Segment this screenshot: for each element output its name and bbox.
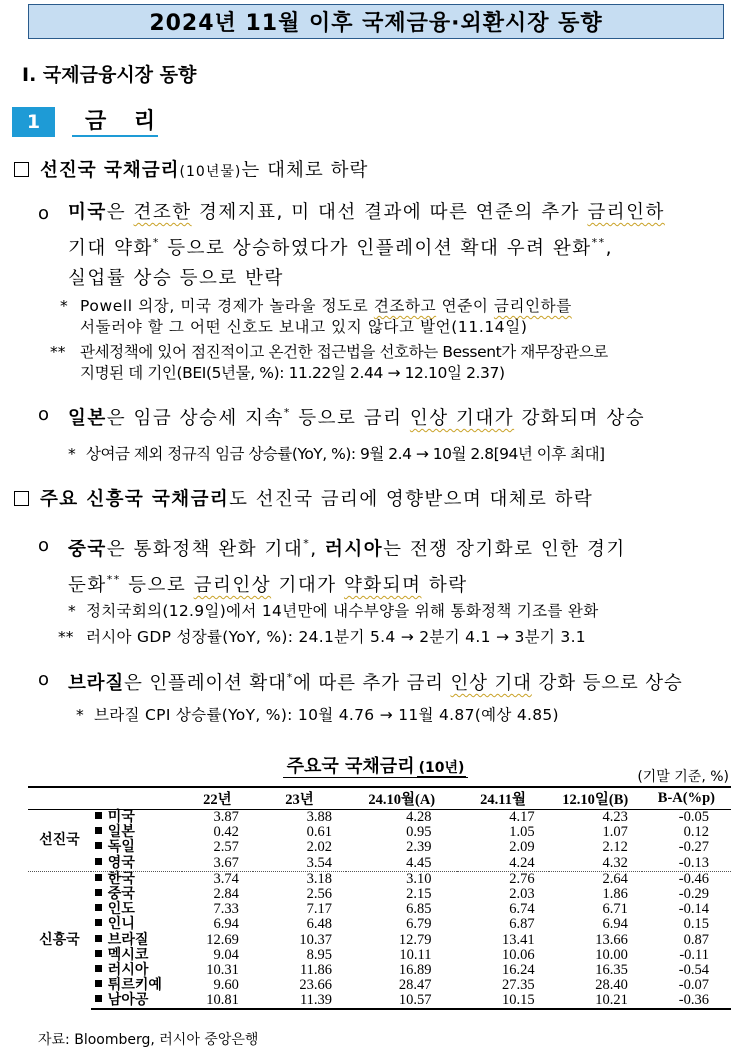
value-cell: 1.05	[509, 824, 535, 841]
text: 인상 기대	[450, 673, 532, 694]
value-cell: 10.21	[549, 993, 642, 1009]
table-title-text: 주요국 국채금리	[286, 756, 415, 777]
footnote-mark: **	[106, 573, 121, 586]
value-cell: 6.94	[213, 916, 239, 933]
footnote-mark: *	[152, 236, 160, 249]
value-cell: 11.39	[253, 993, 346, 1009]
value-cell: 10.37	[299, 931, 333, 948]
value-cell: 8.95	[306, 946, 333, 963]
text: Powell 의장, 미국 경제가 놀라울 정도로	[80, 297, 374, 315]
text: ,	[310, 539, 325, 560]
value-cell: 6.71	[602, 901, 628, 918]
checkbox-bullet-icon	[14, 491, 29, 506]
value-cell: -0.05	[678, 809, 709, 826]
footnote-us-bessent	[80, 342, 608, 384]
text: 둔화	[68, 575, 107, 596]
country-name: 러시아	[107, 961, 149, 978]
text: 지명된 데 기인(BEI(5년물, %): 11.22일 2.44 → 12.10일 2.37)	[80, 364, 505, 382]
value-cell: 1.07	[602, 824, 628, 841]
text: 금리인하	[587, 202, 665, 223]
value-cell: 9.04	[213, 946, 239, 963]
text: 등으로 금리	[290, 408, 410, 429]
text: 견조하고	[373, 297, 437, 315]
paragraph-us	[68, 198, 665, 294]
value-cell: 10.31	[206, 961, 239, 978]
value-cell: 3.87	[213, 809, 239, 826]
value-cell: 2.56	[306, 886, 333, 903]
footnote-mark: **	[50, 343, 66, 361]
value-cell: 28.40	[595, 977, 628, 994]
value-cell: 6.87	[509, 916, 535, 933]
para-text: 는 대체로 하락	[241, 160, 369, 181]
value-cell: 3.88	[306, 809, 333, 826]
value-cell: 13.66	[595, 931, 628, 948]
section-heading: Ⅰ. 국제금융시장 동향	[22, 64, 197, 86]
value-cell: 4.23	[602, 809, 628, 826]
value-cell: 4.45	[406, 854, 432, 871]
value-cell: 12.79	[398, 931, 432, 948]
circle-bullet-icon: o	[38, 404, 50, 425]
country-name: 인도	[107, 901, 135, 918]
country-us: 미국	[68, 202, 107, 223]
text: 은 인플레이션 확대	[124, 673, 287, 694]
checkbox-bullet-icon	[14, 162, 29, 177]
value-cell: 4.24	[509, 854, 535, 871]
country-name: 중국	[107, 886, 135, 903]
country-cell	[91, 840, 182, 855]
square-bullet-icon	[95, 995, 102, 1002]
bond-yield-table	[28, 786, 731, 1010]
value-cell: 3.18	[253, 871, 346, 887]
text: 관세정책에 있어 점진적이고 온건한 접근법을 선호하는 Bessent가 재무장관으로	[80, 343, 608, 361]
text: 기대 약화	[68, 238, 153, 259]
country-name: 튀르키예	[107, 977, 162, 994]
paragraph-emerging-rates	[40, 485, 593, 511]
country-cell	[91, 978, 182, 993]
header-cell: 23년	[253, 787, 346, 810]
country-name: 한국	[107, 870, 135, 887]
document-title: 2024년 11월 이후 국제금융·외환시장 동향	[28, 4, 724, 39]
text: 하락	[421, 575, 468, 596]
header-cell	[28, 787, 91, 810]
paragraph-brazil	[68, 663, 683, 699]
country-cell	[91, 825, 182, 840]
table-row	[28, 917, 731, 932]
value-cell: 10.06	[502, 946, 535, 963]
footnote-mark: *	[76, 706, 84, 724]
square-bullet-icon	[95, 858, 102, 865]
square-bullet-icon	[95, 980, 102, 987]
square-bullet-icon	[95, 827, 102, 834]
footnote-mark: **	[591, 236, 606, 249]
para-paren: (10년물)	[179, 164, 242, 180]
value-cell: 10.00	[595, 946, 628, 963]
footnote-mark: *	[283, 406, 291, 419]
value-cell: 0.12	[683, 824, 709, 841]
header-cell: 22년	[182, 787, 253, 810]
value-cell: 2.64	[549, 871, 642, 887]
value-cell: 2.03	[509, 886, 535, 903]
text: 강화 등으로 상승	[531, 673, 683, 694]
country-cell	[91, 887, 182, 902]
value-cell: 6.85	[406, 901, 432, 918]
value-cell: 2.09	[509, 839, 535, 856]
country-name: 브라질	[107, 931, 149, 948]
country-name: 영국	[107, 854, 135, 871]
value-cell: 12.69	[206, 931, 239, 948]
value-cell: 10.15	[457, 993, 548, 1009]
value-cell: -0.13	[678, 854, 709, 871]
value-cell: 1.86	[602, 886, 628, 903]
value-cell: 6.48	[306, 916, 333, 933]
value-cell: 0.61	[306, 824, 333, 841]
square-bullet-icon	[95, 874, 102, 881]
para-bold: 선진국 국채금리	[40, 160, 180, 181]
square-bullet-icon	[95, 904, 102, 911]
text: ,	[605, 238, 613, 259]
header-cell: 24.10월(A)	[346, 787, 457, 810]
country-cell	[91, 933, 182, 948]
subsection-underline	[72, 135, 158, 137]
value-cell: 0.15	[683, 916, 709, 933]
text: 는 전쟁 장기화로 인한 경기	[383, 539, 626, 560]
country-russia: 러시아	[325, 539, 384, 560]
value-cell: 2.12	[602, 839, 628, 856]
value-cell: 27.35	[502, 977, 535, 994]
header-cell: 24.11월	[457, 787, 548, 810]
square-bullet-icon	[95, 842, 102, 849]
footnote-japan-wage: 상여금 제외 정규직 임금 상승률(YoY, %): 9월 2.4 → 10월 2.8[94년 이후 최대]	[86, 445, 605, 463]
table-unit: (기말 기준, %)	[637, 769, 729, 785]
square-bullet-icon	[95, 919, 102, 926]
subsection-number-badge: 1	[12, 107, 55, 137]
table-row	[28, 856, 731, 872]
value-cell: -0.11	[679, 946, 709, 963]
country-name: 멕시코	[107, 946, 149, 963]
circle-bullet-icon: o	[38, 535, 50, 556]
value-cell: 10.57	[346, 993, 457, 1009]
country-cell	[91, 993, 182, 1009]
text: 기대가	[271, 575, 344, 596]
value-cell: -0.54	[678, 961, 709, 978]
country-cell	[91, 871, 182, 887]
paragraph-line1	[68, 529, 626, 565]
value-cell: 28.47	[398, 977, 432, 994]
value-cell: 3.54	[306, 854, 333, 871]
paragraph-japan	[68, 398, 645, 434]
text: 에 따른 추가 금리	[293, 673, 451, 694]
para-bold: 주요 신흥국 국채금리	[40, 489, 230, 510]
text: 금리인상	[193, 575, 272, 596]
circle-bullet-icon: o	[38, 669, 50, 690]
paragraph-advanced-rates	[40, 156, 368, 182]
table-row	[28, 993, 731, 1009]
table-row	[28, 840, 731, 855]
country-cell	[91, 810, 182, 826]
value-cell: 2.39	[406, 839, 432, 856]
value-cell: 2.15	[406, 886, 432, 903]
text: 금리인하를	[493, 297, 572, 315]
footnote-mark: *	[68, 445, 76, 463]
table-row	[28, 810, 731, 826]
country-name: 남아공	[107, 992, 149, 1009]
table-header-row	[28, 787, 731, 810]
value-cell: -0.14	[678, 901, 709, 918]
header-cell	[91, 787, 182, 810]
value-cell: -0.07	[678, 977, 709, 994]
value-cell: -0.46	[642, 871, 731, 887]
country-china: 중국	[68, 539, 107, 560]
group-label: 선진국	[39, 831, 80, 848]
footnote-brazil-cpi: 브라질 CPI 상승률(YoY, %): 10월 4.76 → 11월 4.87(예상 4.85)	[94, 706, 559, 724]
value-cell: 7.17	[306, 901, 333, 918]
table-row	[28, 978, 731, 993]
footnote-us-powell	[80, 296, 572, 338]
value-cell: 6.74	[509, 901, 535, 918]
value-cell: 4.32	[602, 854, 628, 871]
text: 은 통화정책 완화 기대	[106, 539, 304, 560]
value-cell: 7.33	[213, 901, 239, 918]
text: 견조한	[133, 202, 192, 223]
table-title-suffix: (10년)	[418, 760, 465, 776]
value-cell: 0.42	[213, 824, 239, 841]
table-row	[28, 963, 731, 978]
value-cell: 0.95	[406, 824, 432, 841]
value-cell: 6.79	[406, 916, 432, 933]
subsection-title: 금 리	[85, 109, 166, 134]
value-cell: -0.29	[678, 886, 709, 903]
value-cell: 3.67	[213, 854, 239, 871]
footnote-mark: *	[286, 671, 294, 684]
square-bullet-icon	[95, 935, 102, 942]
country-japan: 일본	[68, 408, 107, 429]
text: 등으로 상승하였다가 인플레이션 확대 우려 완화	[159, 238, 592, 259]
country-name: 인니	[107, 916, 135, 933]
country-cell	[91, 856, 182, 872]
country-name: 독일	[107, 839, 135, 856]
value-cell: 4.28	[406, 809, 432, 826]
table-row	[28, 887, 731, 902]
footnote-russia-gdp: 러시아 GDP 성장률(YoY, %): 24.1분기 5.4 → 2분기 4.1 → 3분기 3.1	[86, 628, 586, 646]
value-cell: 2.02	[306, 839, 333, 856]
value-cell: 16.89	[398, 961, 432, 978]
country-name: 미국	[107, 809, 135, 826]
value-cell: 2.84	[213, 886, 239, 903]
text: 약화되며	[343, 575, 422, 596]
footnote-mark: **	[58, 628, 74, 646]
circle-bullet-icon: o	[38, 203, 50, 224]
square-bullet-icon	[95, 965, 102, 972]
square-bullet-icon	[95, 812, 102, 819]
country-name: 일본	[107, 824, 135, 841]
value-cell: 10.11	[399, 946, 432, 963]
footnote-mark: *	[303, 537, 311, 550]
value-cell: 2.57	[213, 839, 239, 856]
value-cell: 3.74	[182, 871, 253, 887]
table-source: 자료: Bloomberg, 러시아 중앙은행	[38, 1032, 259, 1048]
table-row	[28, 933, 731, 948]
group-label: 신흥국	[28, 871, 91, 1009]
value-cell: 2.76	[457, 871, 548, 887]
square-bullet-icon	[95, 889, 102, 896]
para-text: 도 선진국 금리에 영향받으며 대체로 하락	[229, 489, 594, 510]
header-cell: B-A(%p)	[642, 787, 731, 810]
table-row	[28, 871, 731, 887]
value-cell: 0.87	[683, 931, 709, 948]
country-cell	[91, 902, 182, 917]
value-cell: 4.17	[509, 809, 535, 826]
value-cell: -0.36	[642, 993, 731, 1009]
header-cell: 12.10일(B)	[549, 787, 642, 810]
value-cell: -0.27	[678, 839, 709, 856]
value-cell: 6.94	[602, 916, 628, 933]
paragraph-china-russia	[68, 529, 626, 601]
footnote-china-policy: 정치국회의(12.9일)에서 14년만에 내수부양을 위해 통화정책 기조를 완화	[86, 602, 599, 620]
country-cell	[91, 963, 182, 978]
text: 연준이	[436, 297, 494, 315]
value-cell: 13.41	[502, 931, 535, 948]
paragraph-us-line1	[68, 198, 665, 228]
paragraph-us-line3: 실업률 상승 등으로 반락	[68, 268, 284, 289]
table-row	[28, 948, 731, 963]
value-cell: 23.66	[299, 977, 333, 994]
text: 서둘러야 할 그 어떤 신호도 보내고 있지 않다고 발언(11.14일)	[80, 318, 528, 336]
footnote-mark: *	[60, 297, 68, 315]
text: 은	[106, 202, 134, 223]
paragraph-line2	[68, 565, 626, 601]
value-cell: 9.60	[213, 977, 239, 994]
country-brazil: 브라질	[68, 673, 125, 694]
text: 등으로	[120, 575, 194, 596]
text: 인상 기대가	[409, 408, 515, 429]
paragraph-us-line2	[68, 228, 665, 264]
value-cell: 3.10	[346, 871, 457, 887]
value-cell: 16.24	[502, 961, 535, 978]
value-cell: 11.86	[299, 961, 333, 978]
square-bullet-icon	[95, 950, 102, 957]
footnote-mark: *	[68, 602, 76, 620]
value-cell: 10.81	[182, 993, 253, 1009]
country-cell	[91, 917, 182, 932]
text: 경제지표, 미 대선 결과에 따른 연준의 추가	[191, 202, 588, 223]
country-cell	[91, 948, 182, 963]
value-cell: 16.35	[595, 961, 628, 978]
text: 은 임금 상승세 지속	[106, 408, 284, 429]
text: 강화되며 상승	[514, 408, 646, 429]
